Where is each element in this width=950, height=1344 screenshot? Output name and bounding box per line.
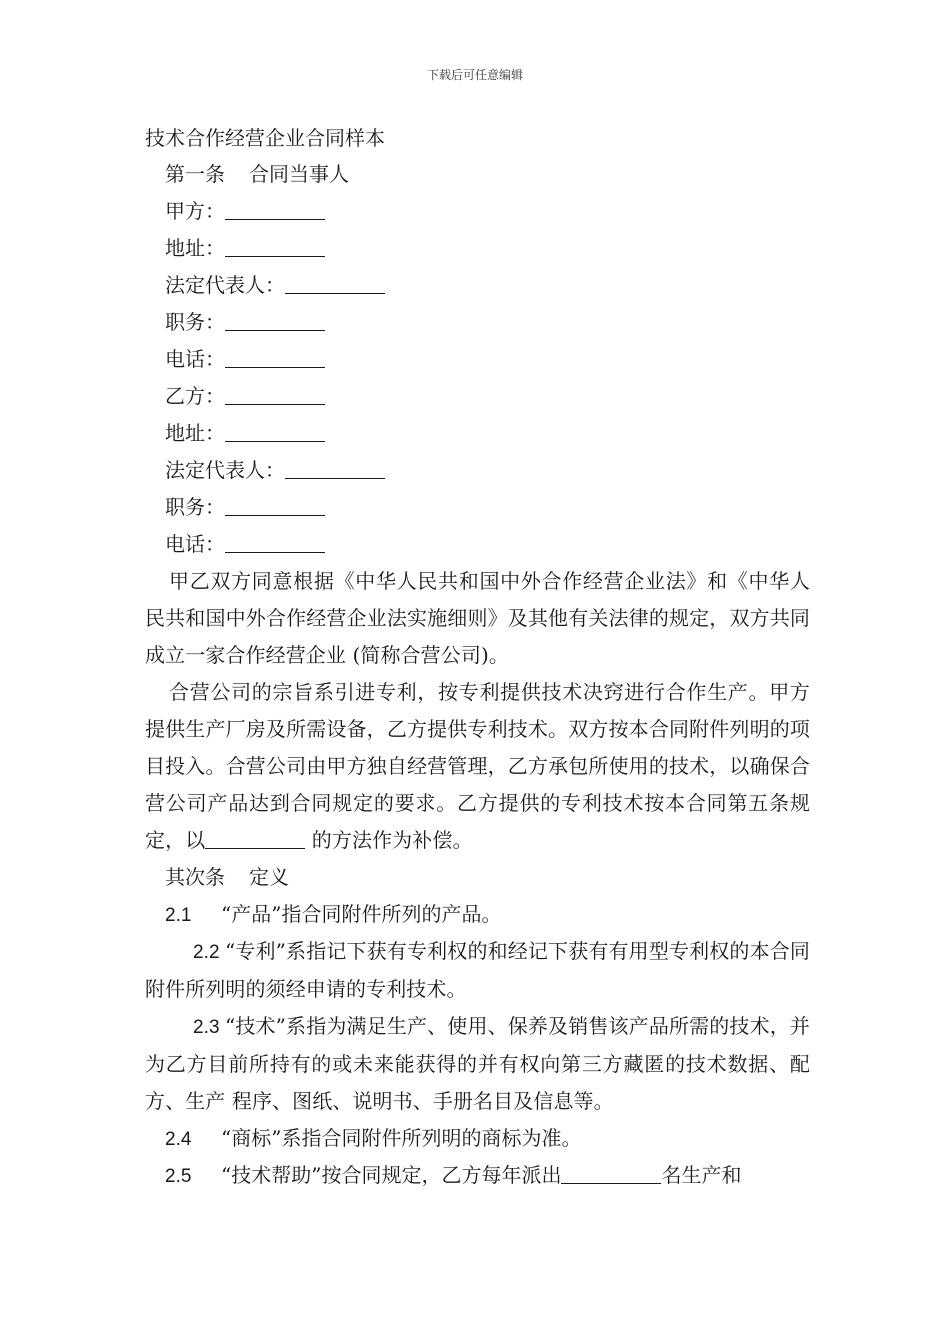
definition-number: 2.4 bbox=[165, 1129, 192, 1150]
party-a-rep-label: 法定代表人： bbox=[165, 273, 285, 297]
definition-2-2 bbox=[145, 933, 810, 1008]
definition-number: 2.3 bbox=[193, 1017, 220, 1038]
party-a-position-field bbox=[145, 304, 810, 341]
party-a-address-blank bbox=[225, 234, 325, 257]
party-b-position-field bbox=[145, 489, 810, 526]
party-b-rep-field bbox=[145, 452, 810, 489]
party-a-phone-blank bbox=[225, 345, 325, 368]
party-a-phone-field bbox=[145, 341, 810, 378]
party-b-phone-label: 电话： bbox=[165, 532, 225, 556]
party-b-phone-field bbox=[145, 526, 810, 563]
party-b-address-blank bbox=[225, 419, 325, 442]
definition-text: “产品”指合同附件所列的产品。 bbox=[221, 902, 502, 926]
party-b-address-field bbox=[145, 415, 810, 452]
article-2-heading bbox=[145, 859, 810, 896]
purpose-text: 合营公司的宗旨系引进专利，按专利提供技术决窍进行合作生产。甲方提供生产厂房及所需设备，乙方提供专利技术。双方按本合同附件列明的项目投入。合营公司由甲方独自经营管理，乙方承包所使用的技术，以确保合营公司产品达到合同规定的要求。乙方提供的专利技术按本合同第五条规定，以 bbox=[145, 680, 810, 852]
purpose-paragraph bbox=[145, 674, 810, 859]
article-1-name: 合同当事人 bbox=[249, 162, 349, 186]
definition-number: 2.2 bbox=[193, 942, 220, 963]
party-a-position-label: 职务： bbox=[165, 310, 225, 334]
header-note: 下载后可任意编辑 bbox=[426, 68, 523, 82]
document-body bbox=[145, 120, 810, 1194]
definition-number: 2.1 bbox=[165, 905, 192, 926]
party-b-phone-blank bbox=[225, 530, 325, 553]
party-a-phone-label: 电话： bbox=[165, 347, 225, 371]
purpose-text-end: 的方法作为补偿。 bbox=[305, 828, 473, 852]
document-title: 技术合作经营企业合同样本 bbox=[145, 126, 385, 150]
definition-2-5 bbox=[145, 1157, 810, 1194]
party-a-rep-field bbox=[145, 267, 810, 304]
definition-text-end: 名生产和 bbox=[661, 1163, 742, 1187]
party-b-address-label: 地址： bbox=[165, 421, 225, 445]
definition-text: “商标”系指合同附件所列明的商标为准。 bbox=[221, 1126, 582, 1150]
intro-paragraph: 甲乙双方同意根据《中华人民共和国中外合作经营企业法》和《中华人民共和国中外合作经营企业法实施细则》及其他有关法律的规定，双方共同成立一家合作经营企业 (简称合营公司)。 bbox=[145, 569, 810, 667]
party-a-rep-blank bbox=[285, 271, 385, 294]
party-b-position-label: 职务： bbox=[165, 495, 225, 519]
article-2-name: 定义 bbox=[249, 865, 289, 889]
definition-text: “技术”系指为满足生产、使用、保养及销售该产品所需的技术，并为乙方目前所持有的或未来能获得的并有权向第三方藏匿的技术数据、配方、生产 程序、图纸、说明书、手册名目及信息等。 bbox=[145, 1014, 810, 1113]
party-a-field bbox=[145, 193, 810, 230]
definition-text: “技术帮助”按合同规定，乙方每年派出 bbox=[221, 1163, 562, 1187]
party-b-field bbox=[145, 378, 810, 415]
definition-text: “专利”系指记下获有专利权的和经记下获有有用型专利权的本合同附件所列明的须经申请的专利技术。 bbox=[145, 939, 810, 1001]
party-b-label: 乙方： bbox=[165, 384, 225, 408]
article-2-number: 其次条 bbox=[165, 865, 225, 889]
definition-number: 2.5 bbox=[165, 1166, 192, 1187]
party-b-rep-blank bbox=[285, 456, 385, 479]
party-a-label: 甲方： bbox=[165, 199, 225, 223]
party-b-position-blank bbox=[225, 493, 325, 516]
party-b-blank bbox=[225, 382, 325, 405]
definition-2-3 bbox=[145, 1008, 810, 1120]
staff-count-blank bbox=[561, 1161, 661, 1184]
party-a-position-blank bbox=[225, 308, 325, 331]
article-1-number: 第一条 bbox=[165, 162, 225, 186]
party-a-address-field bbox=[145, 230, 810, 267]
party-b-rep-label: 法定代表人： bbox=[165, 458, 285, 482]
party-a-address-label: 地址： bbox=[165, 236, 225, 260]
article-1-heading bbox=[145, 156, 810, 193]
definition-2-1 bbox=[145, 896, 810, 933]
compensation-method-blank bbox=[205, 826, 305, 849]
party-a-blank bbox=[225, 197, 325, 220]
definition-2-4 bbox=[145, 1120, 810, 1157]
